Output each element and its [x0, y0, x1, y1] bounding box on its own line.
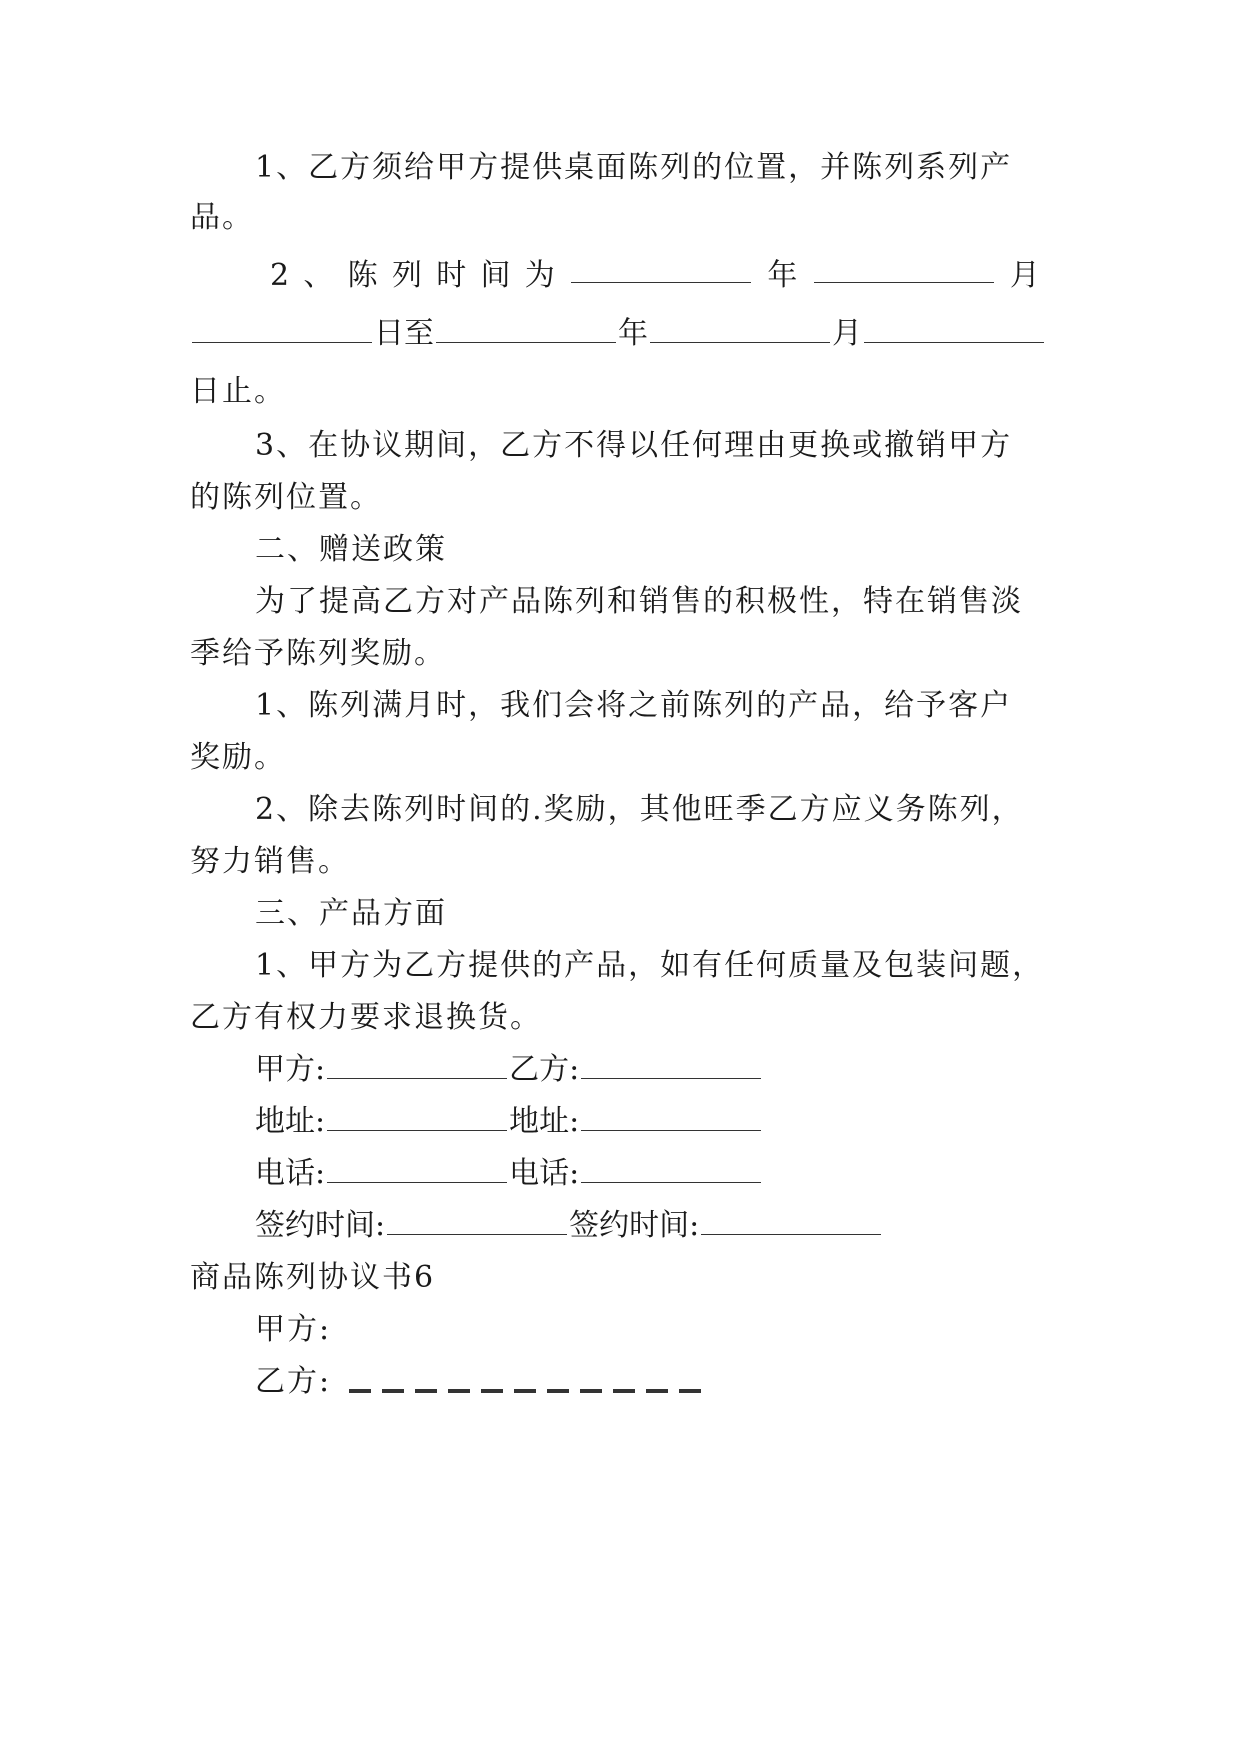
- blank-start-month[interactable]: [814, 256, 994, 283]
- token-shi: 时: [436, 258, 467, 293]
- party-a-label: 甲方:: [255, 1052, 326, 1087]
- sign-time-b-blank[interactable]: [701, 1208, 881, 1235]
- label-end-month: 月: [832, 316, 862, 351]
- token-month: 月: [1009, 258, 1040, 293]
- signature-address-row: [255, 1102, 1115, 1142]
- blank-end-year[interactable]: [436, 316, 616, 343]
- paragraph-7-line-1: 1、甲方为乙方提供的产品，如有任何质量及包装问题，: [255, 948, 1045, 983]
- next-party-b-row: [255, 1362, 1115, 1402]
- label-day-to: 日至: [374, 316, 434, 351]
- token-2: 2: [270, 258, 290, 293]
- address-b-label: 地址:: [509, 1104, 580, 1139]
- paragraph-6-line-1: 2、除去陈列时间的.奖励，其他旺季乙方应义务陈列，: [255, 792, 1024, 827]
- paragraph-1-line-1: 1、乙方须给甲方提供桌面陈列的位置，并陈列系列产: [255, 150, 1013, 185]
- signature-time-row: [255, 1206, 1115, 1246]
- paragraph-2-line-3: 日止。: [190, 374, 286, 409]
- phone-b-label: 电话:: [509, 1156, 580, 1191]
- phone-b-blank[interactable]: [581, 1156, 761, 1183]
- address-b-blank[interactable]: [581, 1104, 761, 1131]
- party-b-label: 乙方:: [509, 1052, 580, 1087]
- paragraph-6-line-2: 努力销售。: [190, 844, 350, 879]
- party-a-blank[interactable]: [327, 1052, 507, 1079]
- blank-end-day[interactable]: [864, 316, 1044, 343]
- paragraph-3-line-1: 3、在协议期间，乙方不得以任何理由更换或撤销甲方: [255, 428, 1013, 463]
- paragraph-3-line-2: 的陈列位置。: [190, 480, 382, 515]
- blank-end-month[interactable]: [650, 316, 830, 343]
- token-wei: 为: [524, 258, 555, 293]
- label-end-year: 年: [618, 316, 648, 351]
- paragraph-7-line-2: 乙方有权力要求退换货。: [190, 1000, 542, 1035]
- phone-a-blank[interactable]: [327, 1156, 507, 1183]
- signature-phone-row: [255, 1154, 1115, 1194]
- paragraph-5-line-2: 奖励。: [190, 740, 286, 775]
- paragraph-2-line-1: [270, 256, 1040, 296]
- address-a-blank[interactable]: [327, 1104, 507, 1131]
- section-heading-gift-policy: 二、赠送政策: [255, 532, 447, 567]
- token-lie: 列: [391, 258, 422, 293]
- sign-time-a-label: 签约时间:: [255, 1208, 386, 1243]
- address-a-label: 地址:: [255, 1104, 326, 1139]
- phone-a-label: 电话:: [255, 1156, 326, 1191]
- next-party-b-label: 乙方:: [255, 1364, 332, 1399]
- paragraph-4-line-1: 为了提高乙方对产品陈列和销售的积极性，特在销售淡: [255, 584, 1023, 619]
- next-party-b-dashed-blank[interactable]: [349, 1389, 709, 1393]
- token-chen: 陈: [347, 258, 378, 293]
- blank-start-year[interactable]: [571, 256, 751, 283]
- paragraph-5-line-1: 1、陈列满月时，我们会将之前陈列的产品，给予客户: [255, 688, 1013, 723]
- token-comma: 、: [303, 258, 334, 293]
- sign-time-b-label: 签约时间:: [569, 1208, 700, 1243]
- next-party-a-label: 甲方:: [255, 1312, 332, 1347]
- sign-time-a-blank[interactable]: [387, 1208, 567, 1235]
- next-agreement-title: 商品陈列协议书6: [190, 1260, 436, 1295]
- paragraph-1-line-2: 品。: [190, 200, 254, 235]
- paragraph-2-line-2: [190, 314, 1050, 354]
- party-b-blank[interactable]: [581, 1052, 761, 1079]
- blank-start-day[interactable]: [192, 316, 372, 343]
- token-jian: 间: [480, 258, 511, 293]
- paragraph-4-line-2: 季给予陈列奖励。: [190, 636, 446, 671]
- section-heading-products: 三、产品方面: [255, 896, 447, 931]
- token-year: 年: [767, 258, 798, 293]
- signature-parties-row: [255, 1050, 1115, 1090]
